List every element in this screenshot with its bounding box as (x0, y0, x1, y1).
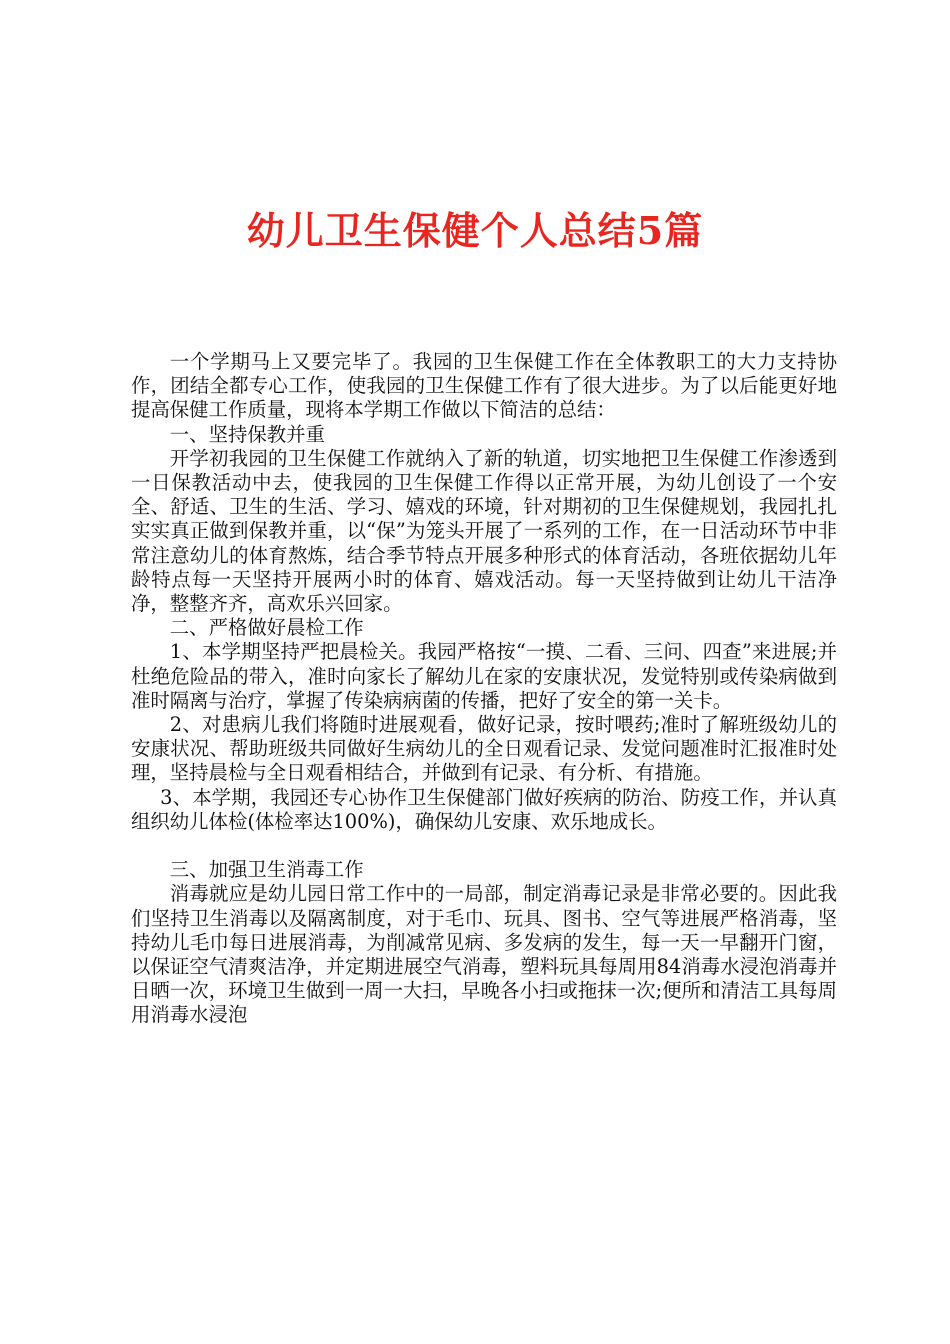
document-title: 幼儿卫生保健个人总结5篇 (246, 208, 704, 253)
paragraph-section-3: 消毒就应是幼儿园日常工作中的一局部，制定消毒记录是非常必要的。因此我们坚持卫生消毒以及隔离制度，对于毛巾、玩具、图书、空气等进展严格消毒，坚持幼儿毛巾每日进展消毒，为削减常见病、多发病的发生，每一天一早翻开门窗，以保证空气清爽洁净，并定期进展空气消毒，塑料玩具每周用84消毒水浸泡消毒并日晒一次，环境卫生做到一周一大扫，早晚各小扫或拖抹一次;便所和清洁工具每周用消毒水浸泡 (131, 882, 837, 1027)
paragraph-intro: 一个学期马上又要完毕了。我园的卫生保健工作在全体教职工的大力支持协作，团结全都专心工作，使我园的卫生保健工作有了很大进步。为了以后能更好地提高保健工作质量，现将本学期工作做以下简洁的总结： (131, 350, 837, 422)
paragraph-item-2: 2、对患病儿我们将随时进展观看，做好记录，按时喂药;准时了解班级幼儿的安康状况、帮助班级共同做好生病幼儿的全日观看记录、发觉问题准时汇报准时处理，坚持晨检与全日观看相结合，并做到有记录、有分析、有措施。 (131, 713, 837, 785)
paragraph-item-1: 1、本学期坚持严把晨检关。我园严格按“一摸、二看、三问、四查”来进展;并杜绝危险品的带入，准时向家长了解幼儿在家的安康状况，发觉特别或传染病做到准时隔离与治疗，掌握了传染病病菌的传播，把好了安全的第一关卡。 (131, 640, 837, 712)
section-heading-3: 三、加强卫生消毒工作 (169, 858, 364, 882)
paragraph-item-3: 3、本学期，我园还专心协作卫生保健部门做好疾病的防治、防疫工作，并认真组织幼儿体检(体检率达100%)，确保幼儿安康、欢乐地成长。 (131, 785, 837, 833)
paragraph-section-1: 开学初我园的卫生保健工作就纳入了新的轨道，切实地把卫生保健工作渗透到一日保教活动中去，使我园的卫生保健工作得以正常开展，为幼儿创设了一个安全、舒适、卫生的生活、学习、嬉戏的环境，针对期初的卫生保健规划，我园扎扎实实真正做到保教并重，以“保”为笼头开展了一系列的工作，在一日活动环节中非常注意幼儿的体育熬炼，结合季节特点开展多种形式的体育活动，各班依据幼儿年龄特点每一天坚持开展两小时的体育、嬉戏活动。每一天坚持做到让幼儿干洁净净，整整齐齐，高欢乐兴回家。 (131, 446, 837, 616)
document-body (131, 350, 837, 1028)
section-heading-1: 一、坚持保教并重 (169, 422, 325, 446)
section-heading-2: 二、严格做好晨检工作 (169, 616, 364, 640)
